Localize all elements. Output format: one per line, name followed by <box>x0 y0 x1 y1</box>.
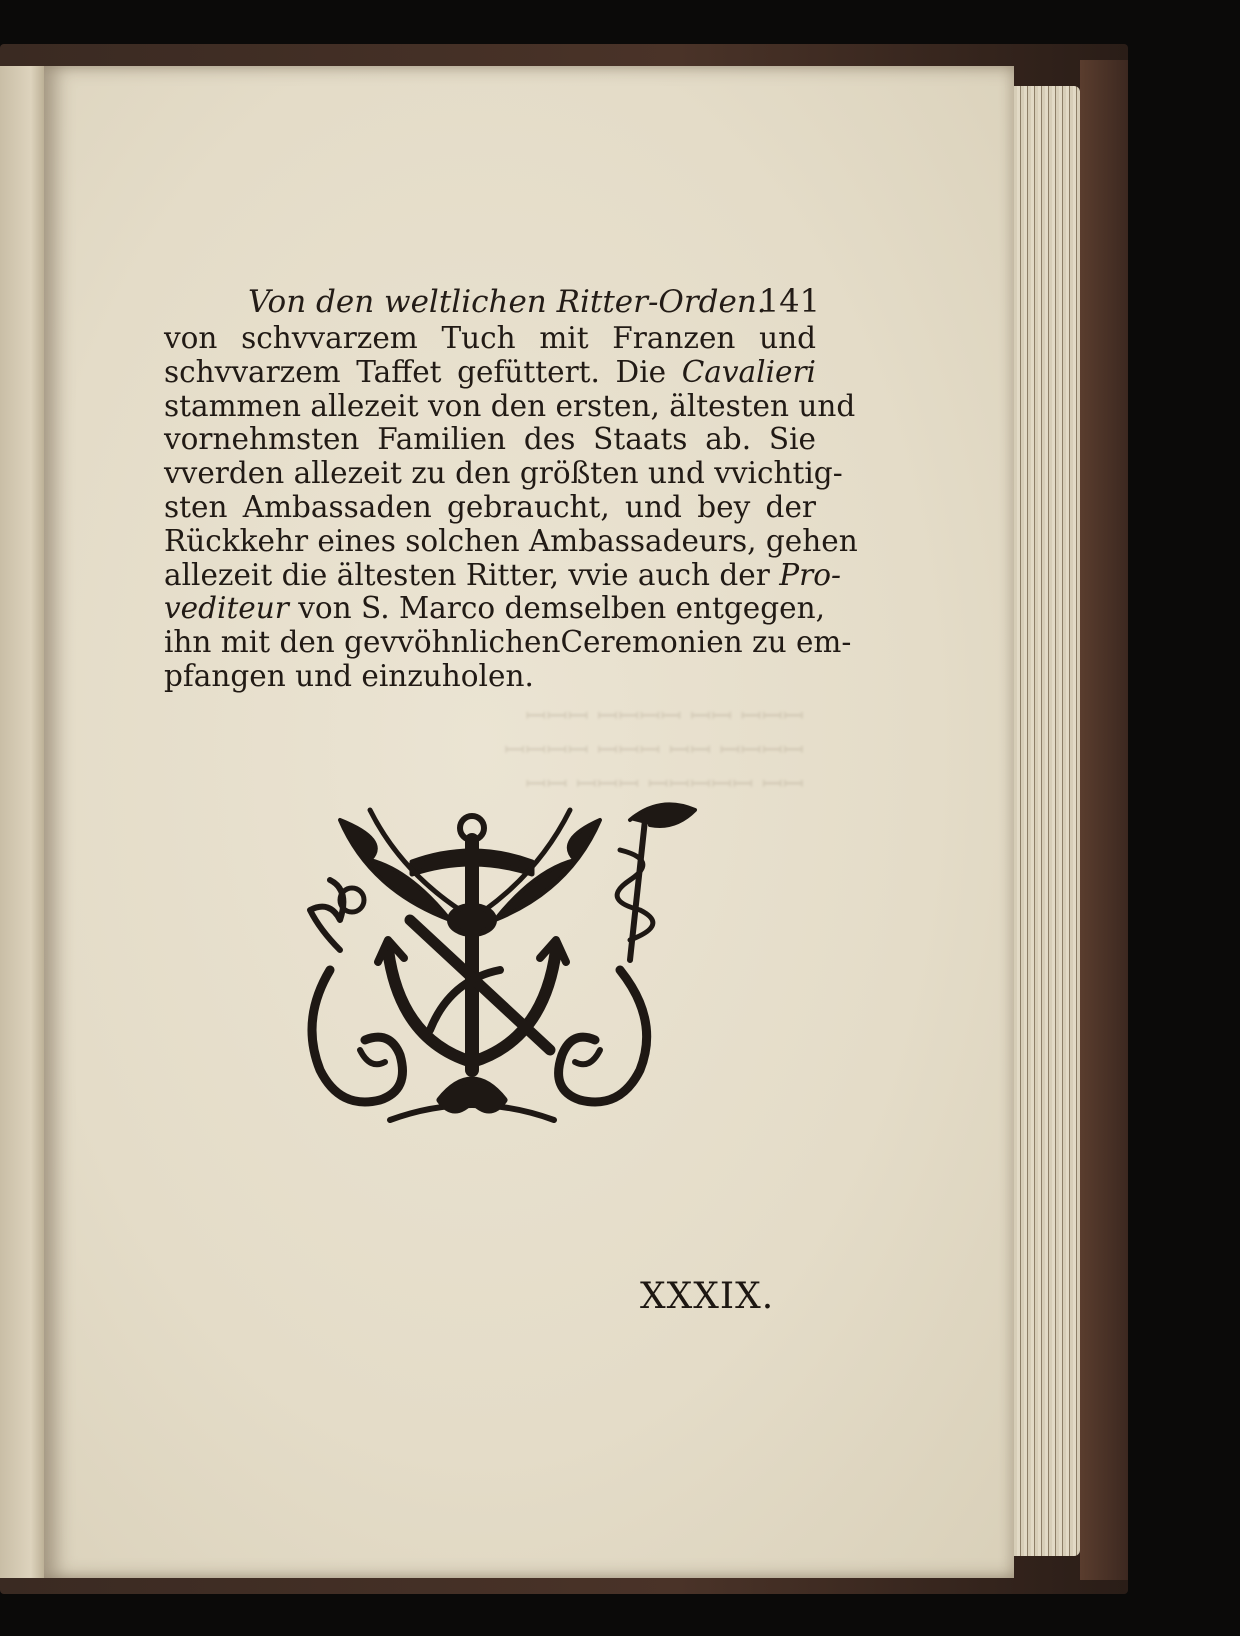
text-line: sten Ambassaden gebraucht, und bey der <box>164 489 816 524</box>
stacked-page-edges <box>1010 86 1080 1556</box>
anchor-caduceus-ornament-icon <box>300 800 720 1140</box>
text-line: allezeit die ältesten Ritter, vvie auch der Pro- <box>164 557 841 592</box>
text-line: vverden allezeit zu den größten und vvichtig- <box>164 456 843 491</box>
text-line: schvvarzem Taffet gefüttert. Die Cavalieri <box>164 354 816 389</box>
text-line: pfangen und einzuholen. <box>164 658 534 693</box>
text-line: von schvvarzem Tuch mit Franzen und <box>164 321 816 355</box>
text-line: ihn mit den gevvöhnlichenCeremonien zu em- <box>164 625 852 660</box>
text-line: Rückkehr eines solchen Ambassadeurs, gehen <box>164 523 858 558</box>
bleed-through-text: ꟷꟷꟷ ꟷꟷ ꟷꟷꟷꟷ ꟷꟷꟷ ꟷꟷꟷꟷ ꟷꟷ ꟷꟷꟷ ꟷꟷꟷꟷ ꟷꟷ ꟷꟷꟷꟷꟷ ꟷꟷꟷ ꟷꟷ <box>504 702 804 800</box>
running-title: Von den weltlichen Ritter-Orden. <box>248 284 767 320</box>
text-line: vornehmsten Familien des Staats ab. Sie <box>164 422 816 457</box>
left-page-edge <box>0 66 44 1578</box>
text-line: vediteur von S. Marco demselben entgegen, <box>164 591 825 626</box>
catchword: XXXIX. <box>640 1276 775 1317</box>
text-line: stammen allezeit von den ersten, ältesten und <box>164 388 856 423</box>
book-binding-edge <box>1080 60 1128 1580</box>
body-text <box>164 321 858 694</box>
page-number: 141 <box>758 282 820 320</box>
